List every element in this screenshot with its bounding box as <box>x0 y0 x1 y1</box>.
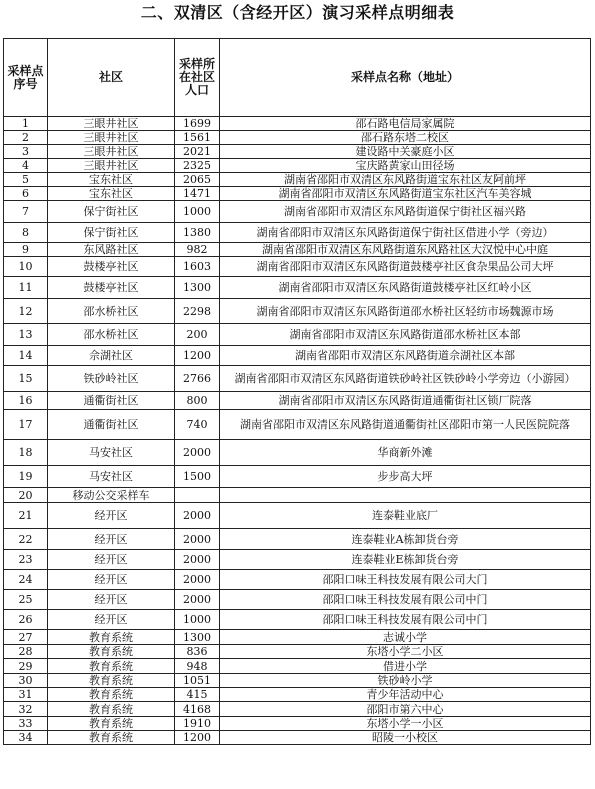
address-cell: 邵阳口味王科技发展有限公司中门 <box>220 590 591 610</box>
community-cell: 铁砂岭社区 <box>48 366 175 392</box>
address-cell: 湖南省邵阳市双清区东风路街道通衢街社区锁厂院落 <box>220 392 591 410</box>
community-cell: 经开区 <box>48 503 175 529</box>
community-cell: 马安社区 <box>48 440 175 466</box>
community-cell: 三眼井社区 <box>48 145 175 159</box>
header-population: 采样所在社区人口 <box>175 39 220 117</box>
population-cell: 1471 <box>175 187 220 201</box>
header-address: 采样点名称（地址） <box>220 39 591 117</box>
population-cell: 2000 <box>175 503 220 529</box>
row-number-cell: 10 <box>4 257 48 277</box>
community-cell: 教育系统 <box>48 702 175 717</box>
population-cell: 2000 <box>175 570 220 590</box>
address-cell: 志诚小学 <box>220 630 591 645</box>
table-row <box>4 145 591 159</box>
community-cell: 宝东社区 <box>48 173 175 187</box>
page-title: 二、双清区（含经开区）演习采样点明细表 <box>140 3 455 22</box>
community-cell: 经开区 <box>48 590 175 610</box>
table-row <box>4 610 591 630</box>
community-cell: 经开区 <box>48 610 175 630</box>
community-cell: 鼓楼亭社区 <box>48 277 175 299</box>
population-cell: 1380 <box>175 223 220 243</box>
address-cell: 湖南省邵阳市双清区东风路街道邵水桥社区本部 <box>220 324 591 346</box>
population-cell: 1000 <box>175 610 220 630</box>
table-row <box>4 550 591 570</box>
row-number-cell: 16 <box>4 392 48 410</box>
header-sample-no: 采样点序号 <box>4 39 48 117</box>
community-cell: 教育系统 <box>48 630 175 645</box>
address-cell: 步步高大坪 <box>220 466 591 488</box>
community-cell: 宝东社区 <box>48 187 175 201</box>
table-row <box>4 159 591 173</box>
population-cell: 1561 <box>175 131 220 145</box>
table-row <box>4 392 591 410</box>
row-number-cell: 5 <box>4 173 48 187</box>
table-row <box>4 466 591 488</box>
population-cell: 200 <box>175 324 220 346</box>
table-row <box>4 324 591 346</box>
community-cell: 邵水桥社区 <box>48 324 175 346</box>
row-number-cell: 24 <box>4 570 48 590</box>
row-number-cell: 4 <box>4 159 48 173</box>
address-cell: 东塔小学一小区 <box>220 717 591 731</box>
address-cell: 邵石路电信局家属院 <box>220 117 591 131</box>
table-row <box>4 243 591 257</box>
community-cell: 教育系统 <box>48 674 175 688</box>
population-cell <box>175 488 220 503</box>
population-cell: 2000 <box>175 440 220 466</box>
row-number-cell: 26 <box>4 610 48 630</box>
population-cell: 1500 <box>175 466 220 488</box>
address-cell: 湖南省邵阳市双清区东风路街道保宁街社区福兴路 <box>220 201 591 223</box>
row-number-cell: 28 <box>4 645 48 659</box>
population-cell: 1200 <box>175 731 220 745</box>
row-number-cell: 17 <box>4 410 48 440</box>
row-number-cell: 20 <box>4 488 48 503</box>
address-cell: 邵阳口味王科技发展有限公司大门 <box>220 570 591 590</box>
address-cell: 湖南省邵阳市双清区东风路街道宝东社区友阿前坪 <box>220 173 591 187</box>
table-row <box>4 645 591 659</box>
address-cell: 邵阳口味王科技发展有限公司中门 <box>220 610 591 630</box>
address-cell: 湖南省邵阳市双清区东风路街道邵水桥社区轻纺市场魏源市场 <box>220 299 591 324</box>
community-cell: 经开区 <box>48 570 175 590</box>
population-cell: 1000 <box>175 201 220 223</box>
row-number-cell: 31 <box>4 688 48 702</box>
table-row <box>4 366 591 392</box>
header-community: 社区 <box>48 39 175 117</box>
community-cell: 经开区 <box>48 550 175 570</box>
address-cell: 湖南省邵阳市双清区东风路街道保宁街社区借进小学（旁边） <box>220 223 591 243</box>
population-cell: 982 <box>175 243 220 257</box>
community-cell: 经开区 <box>48 529 175 550</box>
row-number-cell: 25 <box>4 590 48 610</box>
address-cell: 借进小学 <box>220 659 591 674</box>
table-row <box>4 674 591 688</box>
community-cell: 通衢街社区 <box>48 392 175 410</box>
population-cell: 1910 <box>175 717 220 731</box>
row-number-cell: 19 <box>4 466 48 488</box>
address-cell: 湖南省邵阳市双清区东风路街道宝东社区汽车美容城 <box>220 187 591 201</box>
population-cell: 2000 <box>175 550 220 570</box>
community-cell: 教育系统 <box>48 731 175 745</box>
table-row <box>4 590 591 610</box>
table-row <box>4 503 591 529</box>
table-row <box>4 223 591 243</box>
population-cell: 1699 <box>175 117 220 131</box>
table-row <box>4 173 591 187</box>
address-cell: 湖南省邵阳市双清区东风路街道鼓楼亭社区食杂果品公司大坪 <box>220 257 591 277</box>
population-cell: 2000 <box>175 590 220 610</box>
table-row <box>4 731 591 745</box>
community-cell: 鼓楼亭社区 <box>48 257 175 277</box>
address-cell: 建设路中关豪庭小区 <box>220 145 591 159</box>
address-cell: 湖南省邵阳市双清区东风路街道佘湖社区本部 <box>220 346 591 366</box>
population-cell: 2325 <box>175 159 220 173</box>
address-cell: 昭陵一小校区 <box>220 731 591 745</box>
population-cell: 4168 <box>175 702 220 717</box>
row-number-cell: 30 <box>4 674 48 688</box>
population-cell: 2298 <box>175 299 220 324</box>
table-row <box>4 529 591 550</box>
row-number-cell: 18 <box>4 440 48 466</box>
population-cell: 2766 <box>175 366 220 392</box>
row-number-cell: 9 <box>4 243 48 257</box>
table-row <box>4 717 591 731</box>
row-number-cell: 8 <box>4 223 48 243</box>
table-body <box>4 117 591 745</box>
table-header-row <box>4 39 591 117</box>
row-number-cell: 23 <box>4 550 48 570</box>
community-cell: 教育系统 <box>48 659 175 674</box>
population-cell: 2065 <box>175 173 220 187</box>
row-number-cell: 6 <box>4 187 48 201</box>
row-number-cell: 3 <box>4 145 48 159</box>
community-cell: 通衢街社区 <box>48 410 175 440</box>
population-cell: 1603 <box>175 257 220 277</box>
address-cell: 湖南省邵阳市双清区东风路街道通衢街社区邵阳市第一人民医院院落 <box>220 410 591 440</box>
address-cell: 连泰鞋业E栋卸货台旁 <box>220 550 591 570</box>
table-row <box>4 299 591 324</box>
row-number-cell: 13 <box>4 324 48 346</box>
address-cell: 邵石路东塔二校区 <box>220 131 591 145</box>
population-cell: 1200 <box>175 346 220 366</box>
address-cell: 连泰鞋业底厂 <box>220 503 591 529</box>
row-number-cell: 21 <box>4 503 48 529</box>
address-cell: 连泰鞋业A栋卸货台旁 <box>220 529 591 550</box>
address-cell: 青少年活动中心 <box>220 688 591 702</box>
community-cell: 三眼井社区 <box>48 117 175 131</box>
row-number-cell: 32 <box>4 702 48 717</box>
table-row <box>4 117 591 131</box>
community-cell: 三眼井社区 <box>48 131 175 145</box>
address-cell: 湖南省邵阳市双清区东风路街道鼓楼亭社区红岭小区 <box>220 277 591 299</box>
address-cell: 东塔小学二小区 <box>220 645 591 659</box>
community-cell: 邵水桥社区 <box>48 299 175 324</box>
community-cell: 保宁街社区 <box>48 223 175 243</box>
table-row <box>4 201 591 223</box>
row-number-cell: 22 <box>4 529 48 550</box>
population-cell: 740 <box>175 410 220 440</box>
address-cell: 湖南省邵阳市双清区东风路街道东风路社区大汉悦中心中庭 <box>220 243 591 257</box>
address-cell: 邵阳市第六中心 <box>220 702 591 717</box>
table-row <box>4 659 591 674</box>
table-row <box>4 277 591 299</box>
population-cell: 800 <box>175 392 220 410</box>
table-row <box>4 187 591 201</box>
community-cell: 教育系统 <box>48 645 175 659</box>
row-number-cell: 27 <box>4 630 48 645</box>
population-cell: 2021 <box>175 145 220 159</box>
population-cell: 1300 <box>175 630 220 645</box>
row-number-cell: 1 <box>4 117 48 131</box>
community-cell: 马安社区 <box>48 466 175 488</box>
community-cell: 教育系统 <box>48 717 175 731</box>
community-cell: 移动公交采样车 <box>48 488 175 503</box>
table-row <box>4 346 591 366</box>
row-number-cell: 14 <box>4 346 48 366</box>
address-cell: 宝庆路黄家山田径场 <box>220 159 591 173</box>
row-number-cell: 34 <box>4 731 48 745</box>
row-number-cell: 12 <box>4 299 48 324</box>
table-row <box>4 570 591 590</box>
table-row <box>4 131 591 145</box>
row-number-cell: 7 <box>4 201 48 223</box>
table-row <box>4 630 591 645</box>
community-cell: 保宁街社区 <box>48 201 175 223</box>
population-cell: 1051 <box>175 674 220 688</box>
population-cell: 836 <box>175 645 220 659</box>
row-number-cell: 33 <box>4 717 48 731</box>
community-cell: 教育系统 <box>48 688 175 702</box>
address-cell: 华商新外滩 <box>220 440 591 466</box>
address-cell <box>220 488 591 503</box>
table-row <box>4 702 591 717</box>
table-row <box>4 257 591 277</box>
community-cell: 佘湖社区 <box>48 346 175 366</box>
population-cell: 948 <box>175 659 220 674</box>
row-number-cell: 2 <box>4 131 48 145</box>
population-cell: 2000 <box>175 529 220 550</box>
address-cell: 铁砂岭小学 <box>220 674 591 688</box>
table-row <box>4 440 591 466</box>
table-row <box>4 410 591 440</box>
community-cell: 东风路社区 <box>48 243 175 257</box>
address-cell: 湖南省邵阳市双清区东风路街道铁砂岭社区铁砂岭小学旁边（小游园） <box>220 366 591 392</box>
table-row <box>4 688 591 702</box>
table-row <box>4 488 591 503</box>
community-cell: 三眼井社区 <box>48 159 175 173</box>
row-number-cell: 11 <box>4 277 48 299</box>
population-cell: 415 <box>175 688 220 702</box>
population-cell: 1300 <box>175 277 220 299</box>
row-number-cell: 29 <box>4 659 48 674</box>
row-number-cell: 15 <box>4 366 48 392</box>
sampling-points-table <box>3 38 591 745</box>
